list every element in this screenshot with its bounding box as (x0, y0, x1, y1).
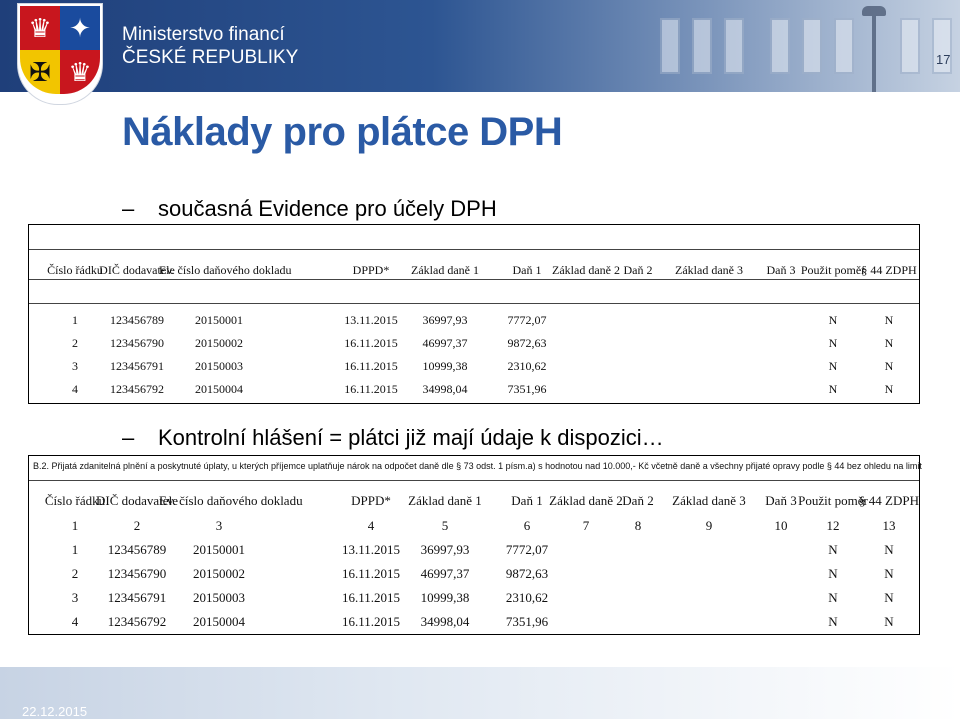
bullet-dash: – (122, 425, 135, 450)
column-header: Číslo řádku (44, 493, 106, 508)
table-cell: 36997,93 (422, 313, 468, 327)
table-cell: 13 (882, 518, 896, 533)
column-header: Použit poměr (798, 493, 868, 508)
table-cell: 20150002 (193, 566, 245, 581)
bullet-1-text: současná Evidence pro účely DPH (158, 196, 497, 221)
column-header: Daň 2 (622, 493, 654, 508)
column-header: DIČ dodavatele (96, 493, 178, 508)
table-cell: 36997,93 (420, 542, 470, 557)
column-header: Základ daně 2 (552, 263, 620, 277)
column-header: Základ daně 1 (411, 263, 479, 277)
table-cell: 4 (367, 518, 375, 533)
table-cell: 16.11.2015 (341, 566, 401, 581)
table-cell: 13.11.2015 (344, 313, 398, 327)
table-rule (29, 279, 919, 280)
column-header: Použit poměr (800, 263, 866, 277)
table-cell: 16.11.2015 (341, 590, 401, 605)
table-cell: 8 (634, 518, 642, 533)
table-cell: N (828, 542, 838, 557)
bullet-2-text: Kontrolní hlášení = plátci již mají údaje k dispozici… (158, 425, 664, 450)
table-rule (29, 249, 919, 250)
column-header: Ev. číslo daňového dokladu (159, 493, 303, 508)
table-cell: N (828, 359, 838, 373)
table-cell: 7351,96 (505, 614, 549, 629)
bullet-dash: – (122, 196, 135, 221)
table-cell: 9 (705, 518, 713, 533)
table-cell: 20150001 (193, 542, 245, 557)
table-cell: N (884, 590, 894, 605)
table-cell: 123456792 (107, 614, 167, 629)
column-header: Číslo řádku (47, 263, 103, 277)
table-caption: B.2. Přijatá zdanitelná plnění a poskytnuté úplaty, u kterých příjemce uplatňuje nárok na odpočet daně dle § 73 odst. 1 písm.a) s hodnotou nad 10.000,- Kč včetně daně a všechny přijaté opravy podle § 44 bez ohledu na limit (33, 461, 922, 471)
column-header: Základ daně 3 (675, 263, 743, 277)
table-rule (29, 480, 919, 481)
table-cell: 2310,62 (507, 359, 547, 373)
table-cell: N (828, 566, 838, 581)
column-header: Základ daně 3 (672, 493, 746, 508)
table-cell: 46997,37 (420, 566, 470, 581)
table-cell: 1 (71, 542, 79, 557)
table-cell: 9872,63 (505, 566, 549, 581)
table-cell: 20150004 (195, 382, 243, 396)
table-cell: 2 (72, 336, 78, 350)
table-cell: 20150003 (193, 590, 245, 605)
table-cell: 123456791 (110, 359, 164, 373)
table-cell: N (884, 542, 894, 557)
page-number: 17 (936, 52, 951, 67)
table-cell: 16.11.2015 (344, 359, 398, 373)
table-cell: 12 (826, 518, 840, 533)
column-header: Daň 1 (511, 493, 543, 508)
table-cell: N (884, 336, 894, 350)
table-cell: N (828, 614, 838, 629)
control-report-table (28, 455, 920, 635)
table-cell: 2 (133, 518, 141, 533)
table-cell: N (828, 313, 838, 327)
table-cell: 10999,38 (422, 359, 468, 373)
table-cell: 5 (441, 518, 449, 533)
table-cell: 1 (72, 313, 78, 327)
column-header: DPPD* (352, 263, 390, 277)
org-name-line2: ČESKÉ REPUBLIKY (122, 47, 299, 68)
table-cell: 20150004 (193, 614, 245, 629)
table-cell: 123456789 (107, 542, 167, 557)
bullet-2 (122, 425, 942, 451)
table-cell: 20150001 (195, 313, 243, 327)
column-header: Základ daně 1 (408, 493, 482, 508)
table-cell: 123456791 (107, 590, 167, 605)
table-cell: 4 (71, 614, 79, 629)
table-cell: 123456789 (110, 313, 164, 327)
table-cell: 7772,07 (505, 542, 549, 557)
bullet-1 (122, 196, 942, 222)
table-cell: 16.11.2015 (344, 336, 398, 350)
column-header: Daň 3 (765, 493, 797, 508)
table-cell: 6 (523, 518, 531, 533)
column-header: Daň 2 (623, 263, 653, 277)
table-cell: N (884, 614, 894, 629)
table-cell: 13.11.2015 (341, 542, 401, 557)
table-cell: 20150003 (195, 359, 243, 373)
table-cell: 7772,07 (507, 313, 547, 327)
table-rule (29, 303, 919, 304)
slide-title: Náklady pro plátce DPH (122, 110, 563, 154)
column-header: § 44 ZDPH (859, 493, 919, 508)
table-cell: 10 (774, 518, 788, 533)
table-cell: N (884, 313, 894, 327)
table-cell: 7351,96 (507, 382, 547, 396)
table-cell: 3 (72, 359, 78, 373)
table-cell: 9872,63 (507, 336, 547, 350)
column-header: DIČ dodavatele (99, 263, 175, 277)
table-cell: 7 (582, 518, 590, 533)
table-cell: 3 (215, 518, 223, 533)
table-cell: 123456790 (107, 566, 167, 581)
column-header: Daň 3 (766, 263, 796, 277)
table-cell: 16.11.2015 (344, 382, 398, 396)
column-header: DPPD* (351, 493, 391, 508)
table-cell: 34998,04 (420, 614, 470, 629)
header-building-photo (620, 0, 960, 92)
table-cell: 10999,38 (420, 590, 470, 605)
table-cell: N (828, 382, 838, 396)
table-cell: 123456790 (110, 336, 164, 350)
footer-bar (0, 667, 960, 719)
evidence-table (28, 224, 920, 404)
table-cell: N (828, 590, 838, 605)
footer-date: 22.12.2015 (22, 704, 88, 719)
column-header: § 44 ZDPH (861, 263, 917, 277)
table-cell: N (884, 359, 894, 373)
table-cell: 2310,62 (505, 590, 549, 605)
table-cell: 1 (71, 518, 79, 533)
table-cell: 3 (71, 590, 79, 605)
table-cell: 16.11.2015 (341, 614, 401, 629)
table-cell: 4 (72, 382, 78, 396)
column-header: Daň 1 (512, 263, 542, 277)
column-header: Ev. číslo daňového dokladu (159, 263, 292, 277)
column-header: Základ daně 2 (549, 493, 623, 508)
czech-state-emblem-icon: ♛ ✦ ✠ ♛ (18, 4, 102, 104)
table-cell: 34998,04 (422, 382, 468, 396)
table-cell: N (884, 382, 894, 396)
table-cell: N (828, 336, 838, 350)
table-cell: 2 (71, 566, 79, 581)
slide-header (0, 0, 960, 92)
table-cell: N (884, 566, 894, 581)
table-cell: 20150002 (195, 336, 243, 350)
table-cell: 123456792 (110, 382, 164, 396)
table-cell: 46997,37 (422, 336, 468, 350)
org-name-line1: Ministerstvo financí (122, 24, 285, 45)
